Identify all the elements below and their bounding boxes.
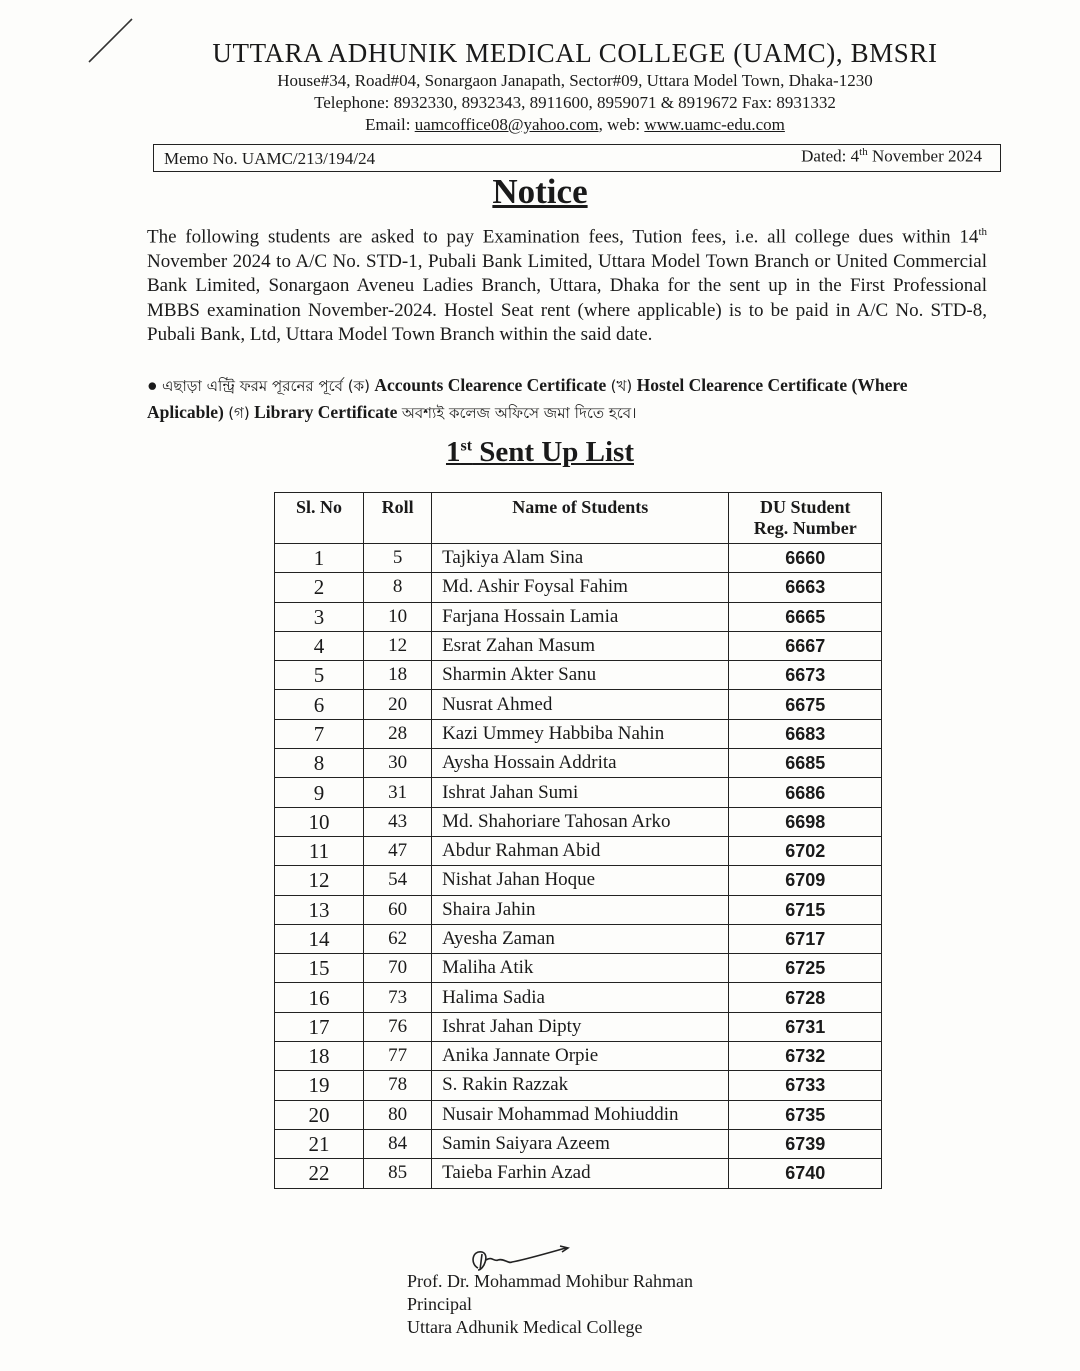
- table-row: [275, 983, 882, 1012]
- cell-name: Anika Jannate Orpie: [432, 1042, 729, 1071]
- cell-name: Samin Saiyara Azeem: [432, 1129, 729, 1158]
- table-row: [275, 1159, 882, 1188]
- cell-name: Aysha Hossain Addrita: [432, 749, 729, 778]
- table-row: [275, 749, 882, 778]
- cell-reg: 6675: [729, 690, 882, 719]
- cell-name: Maliha Atik: [432, 954, 729, 983]
- note-en-1: Accounts Clearence Certificate: [369, 375, 611, 395]
- note-bn-3: (গ): [228, 404, 250, 422]
- cell-roll: 80: [364, 1100, 432, 1129]
- cell-name: Shaira Jahin: [432, 895, 729, 924]
- header-roll: Roll: [364, 493, 432, 544]
- date-suffix: November 2024: [867, 146, 982, 166]
- contact-line: [150, 114, 1000, 136]
- cell-roll: 73: [364, 983, 432, 1012]
- cell-reg: 6725: [729, 954, 882, 983]
- table-row: [275, 1042, 882, 1071]
- table-row: [275, 544, 882, 573]
- cell-name: Farjana Hossain Lamia: [432, 602, 729, 631]
- header-name: Name of Students: [432, 493, 729, 544]
- cell-sl: 17: [275, 1012, 364, 1041]
- table-row: [275, 602, 882, 631]
- date-prefix: Dated: 4: [801, 146, 860, 166]
- cell-roll: 70: [364, 954, 432, 983]
- letterhead: [150, 36, 1000, 136]
- cell-roll: 8: [364, 573, 432, 602]
- cell-sl: 11: [275, 836, 364, 865]
- cell-sl: 1: [275, 544, 364, 573]
- cell-roll: 78: [364, 1071, 432, 1100]
- address: House#34, Road#04, Sonargaon Janapath, Sector#09, Uttara Model Town, Dhaka-1230: [277, 71, 873, 90]
- cell-roll: 85: [364, 1159, 432, 1188]
- table-row: [275, 924, 882, 953]
- note-bn-4: অবশ্যই কলেজ অফিসে জমা দিতে হবে।: [401, 404, 637, 422]
- cell-name: Md. Ashir Foysal Fahim: [432, 573, 729, 602]
- cell-reg: 6735: [729, 1100, 882, 1129]
- cell-reg: 6728: [729, 983, 882, 1012]
- table-row: [275, 1100, 882, 1129]
- header-reg: [729, 493, 882, 544]
- note-bn-2: (খ): [610, 377, 633, 395]
- cell-roll: 30: [364, 749, 432, 778]
- cell-sl: 18: [275, 1042, 364, 1071]
- notice-title: Notice: [492, 172, 588, 211]
- cell-reg: 6732: [729, 1042, 882, 1071]
- cell-roll: 47: [364, 836, 432, 865]
- cell-name: Sharmin Akter Sanu: [432, 661, 729, 690]
- cell-reg: 6702: [729, 836, 882, 865]
- cell-reg: 6739: [729, 1129, 882, 1158]
- note-en-3: Library Certificate: [249, 402, 402, 422]
- cell-sl: 22: [275, 1159, 364, 1188]
- cell-roll: 43: [364, 807, 432, 836]
- cell-name: Kazi Ummey Habbiba Nahin: [432, 719, 729, 748]
- cell-sl: 5: [275, 661, 364, 690]
- table-header-row: [275, 493, 882, 544]
- cell-reg: 6717: [729, 924, 882, 953]
- note-bn-1: এছাড়া এন্ট্রি ফরম পূরনের পূর্বে (ক): [161, 377, 370, 395]
- college-name: UTTARA ADHUNIK MEDICAL COLLEGE (UAMC), BMSRI: [212, 38, 938, 68]
- list-title: [0, 436, 1080, 469]
- signatory-title: Principal: [407, 1294, 472, 1314]
- email-link[interactable]: uamcoffice08@yahoo.com: [414, 115, 599, 134]
- memo-date: [801, 146, 982, 167]
- cell-name: Nusair Mohammad Mohiuddin: [432, 1100, 729, 1129]
- signatory-name: Prof. Dr. Mohammad Mohibur Rahman: [407, 1271, 693, 1291]
- cell-sl: 16: [275, 983, 364, 1012]
- cell-sl: 2: [275, 573, 364, 602]
- cell-reg: 6667: [729, 631, 882, 660]
- note-en-2: Hostel Clearence Certificate (Where Aplicable): [147, 375, 908, 422]
- cell-roll: 84: [364, 1129, 432, 1158]
- body-part-1: The following students are asked to pay Examination fees, Tution fees, i.e. all college dues within 14: [147, 226, 979, 248]
- table-row: [275, 573, 882, 602]
- cell-name: Halima Sadia: [432, 983, 729, 1012]
- cell-sl: 6: [275, 690, 364, 719]
- cell-roll: 77: [364, 1042, 432, 1071]
- notice-body: [147, 220, 987, 348]
- cell-reg: 6698: [729, 807, 882, 836]
- telephone: Telephone: 8932330, 8932343, 8911600, 8959071 & 8919672 Fax: 8931332: [314, 93, 836, 112]
- cell-sl: 13: [275, 895, 364, 924]
- list-title-sup: st: [460, 437, 473, 455]
- table-row: [275, 836, 882, 865]
- table-row: [275, 1129, 882, 1158]
- cell-roll: 31: [364, 778, 432, 807]
- body-part-2: November 2024 to A/C No. STD-1, Pubali Bank Limited, Uttara Model Town Branch or United Commercial Bank Limited, Sonargaon Aveneu Ladies Branch, Uttara, Dhaka for the sent up in the First Professional MBBS examination November-2024. Hostel Seat rent (where applicable) is to be paid in A/C No. STD-8, Pubali Bank, Ltd, Uttara Model Town Branch within the said date.: [147, 250, 987, 346]
- cell-name: Ishrat Jahan Sumi: [432, 778, 729, 807]
- cell-reg: 6673: [729, 661, 882, 690]
- cell-sl: 12: [275, 866, 364, 895]
- cell-reg: 6685: [729, 749, 882, 778]
- date-sup: th: [859, 146, 868, 158]
- list-title-text: Sent Up List: [472, 436, 634, 468]
- cell-name: Md. Shahoriare Tahosan Arko: [432, 807, 729, 836]
- cell-sl: 9: [275, 778, 364, 807]
- cell-roll: 62: [364, 924, 432, 953]
- cell-reg: 6686: [729, 778, 882, 807]
- cell-sl: 8: [275, 749, 364, 778]
- cell-sl: 3: [275, 602, 364, 631]
- cell-reg: 6665: [729, 602, 882, 631]
- body-sup: th: [978, 226, 987, 238]
- bullet-icon: ●: [147, 375, 158, 395]
- cell-name: Esrat Zahan Masum: [432, 631, 729, 660]
- table-row: [275, 807, 882, 836]
- signatory-block: [407, 1270, 693, 1339]
- cell-name: Nishat Jahan Hoque: [432, 866, 729, 895]
- cell-sl: 7: [275, 719, 364, 748]
- cell-sl: 20: [275, 1100, 364, 1129]
- web-link[interactable]: www.uamc-edu.com: [644, 115, 785, 134]
- table-row: [275, 631, 882, 660]
- cell-roll: 10: [364, 602, 432, 631]
- cell-roll: 18: [364, 661, 432, 690]
- cell-reg: 6663: [729, 573, 882, 602]
- cell-name: S. Rakin Razzak: [432, 1071, 729, 1100]
- cell-name: Ayesha Zaman: [432, 924, 729, 953]
- cell-roll: 54: [364, 866, 432, 895]
- cell-roll: 28: [364, 719, 432, 748]
- table-row: [275, 954, 882, 983]
- certificate-note: [147, 372, 987, 426]
- table-row: [275, 866, 882, 895]
- cell-reg: 6740: [729, 1159, 882, 1188]
- table-row: [275, 1071, 882, 1100]
- table-row: [275, 690, 882, 719]
- pen-mark: [86, 16, 136, 66]
- cell-sl: 10: [275, 807, 364, 836]
- cell-name: Abdur Rahman Abid: [432, 836, 729, 865]
- header-sl: Sl. No: [275, 493, 364, 544]
- cell-roll: 76: [364, 1012, 432, 1041]
- table-row: [275, 895, 882, 924]
- cell-reg: 6660: [729, 544, 882, 573]
- header-reg-2: Reg. Number: [753, 518, 857, 538]
- cell-sl: 21: [275, 1129, 364, 1158]
- memo-number: Memo No. UAMC/213/194/24: [164, 149, 376, 168]
- cell-roll: 12: [364, 631, 432, 660]
- cell-sl: 19: [275, 1071, 364, 1100]
- cell-reg: 6733: [729, 1071, 882, 1100]
- cell-sl: 4: [275, 631, 364, 660]
- cell-reg: 6709: [729, 866, 882, 895]
- cell-name: Nusrat Ahmed: [432, 690, 729, 719]
- table-row: [275, 719, 882, 748]
- web-label: , web:: [598, 115, 645, 134]
- cell-reg: 6731: [729, 1012, 882, 1041]
- signatory-institution: Uttara Adhunik Medical College: [407, 1317, 643, 1337]
- cell-name: Tajkiya Alam Sina: [432, 544, 729, 573]
- memo-bar: [153, 144, 1001, 172]
- cell-name: Ishrat Jahan Dipty: [432, 1012, 729, 1041]
- students-table: [274, 492, 882, 1189]
- cell-reg: 6715: [729, 895, 882, 924]
- table-body: [275, 544, 882, 1189]
- table-row: [275, 661, 882, 690]
- email-label: Email:: [365, 115, 415, 134]
- cell-name: Taieba Farhin Azad: [432, 1159, 729, 1188]
- cell-roll: 5: [364, 544, 432, 573]
- list-title-num: 1: [445, 436, 461, 468]
- cell-sl: 14: [275, 924, 364, 953]
- table-row: [275, 778, 882, 807]
- cell-sl: 15: [275, 954, 364, 983]
- cell-roll: 60: [364, 895, 432, 924]
- header-reg-1: DU Student: [759, 497, 851, 517]
- cell-reg: 6683: [729, 719, 882, 748]
- cell-roll: 20: [364, 690, 432, 719]
- table-row: [275, 1012, 882, 1041]
